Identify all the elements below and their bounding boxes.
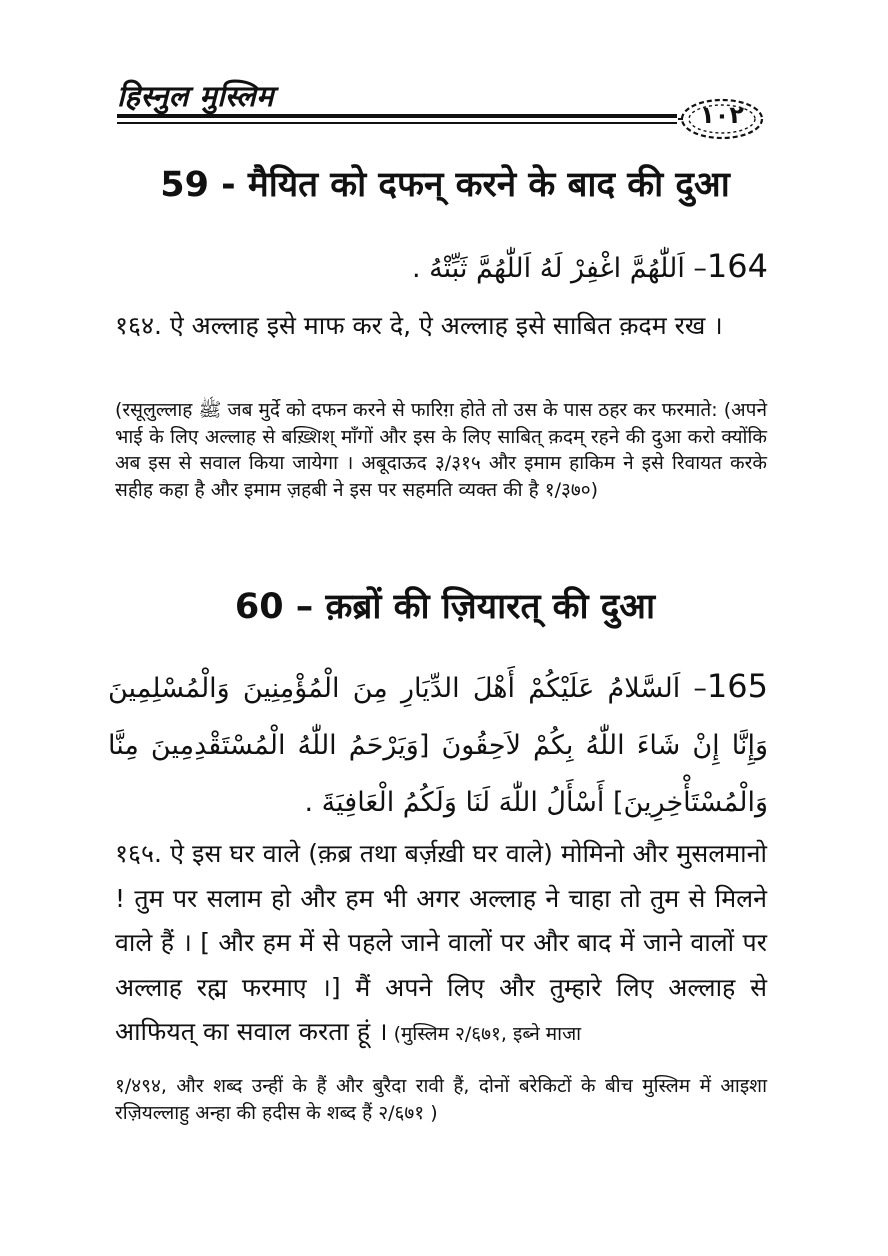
dua-164-arabic xyxy=(108,242,768,293)
page-number-badge xyxy=(678,95,766,143)
book-title: हिस्नुल मुस्लिम xyxy=(117,79,274,113)
header-rule-thin xyxy=(117,122,677,124)
dua-165-translation xyxy=(115,832,767,1057)
page-number: ١٠٢ xyxy=(700,101,744,129)
dua-165-note: १/४९४, और शब्द उन्हीं के हैं और बुरैदा रावी हैं, दोनों बरेकिटों के बीच मुस्लिम में आइशा रज़ियल्लाहु अन्हा की हदीस के शब्द हैं २/६७१ ) xyxy=(115,1075,767,1124)
dua-164-translation: १६४. ऐ अल्लाह इसे माफ कर दे, ऐ अल्लाह इसे साबित क़दम रख । xyxy=(115,311,723,340)
dua-text: – اَللّٰهُمَّ اغْفِرْ لَهُ اَللّٰهُمَّ ثَبِّتْهُ . xyxy=(412,253,707,284)
dua-165-arabic xyxy=(108,658,768,831)
section-heading-60: 60 – क़ब्रों की ज़ियारत् की दुआ xyxy=(234,587,656,627)
dua-number: 165 xyxy=(706,667,768,705)
translation-text: १६५. ऐ इस घर वाले (क़ब्र तथा बर्ज़ख़ी घर वाले) मोमिनो और मुसलमानो ! तुम पर सलाम हो और हम भी अगर अल्लाह ने चाहा तो तुम से मिलने वाले हैं । [ और हम में से पहले जाने वालों पर और बाद में जाने वालों पर अल्लाह रह्म फरमाए ।] मैं अपने लिए और तुम्हारे लिए अल्लाह से आफियत् का सवाल करता हूं । xyxy=(115,839,767,1047)
section-heading-59: 59 - मैयित को दफन् करने के बाद की दुआ xyxy=(160,165,730,205)
dua-164-note: (रसूलुल्लाह ﷺ जब मुर्दे को दफन करने से फारिग़ होते तो उस के पास ठहर कर फरमाते: (अपने भाई के लिए अल्लाह से बख़्शिश् माँगों और इस के लिए साबित् क़दम् रहने की दुआ करो क्योंकि अब इस से सवाल किया जायेगा । अबूदाऊद ३/३१५ और इमाम हाकिम ने इसे रिवायत करके सहीह कहा है और इमाम ज़हबी ने इस पर सहमति व्यक्त की है १/३७०) xyxy=(115,399,767,501)
reference-inline: (मुस्लिम २/६७१, इब्ने माजा xyxy=(387,1023,582,1046)
dua-text: – اَلسَّلامُ عَلَيْكُمْ أَهْلَ الدِّيَارِ مِنَ الْمُؤْمِنِينَ وَالْمُسْلِمِينَ وَإِنَّا إِنْ شَاءَ اللّٰهُ بِكُمْ لاَحِقُونَ [وَيَرْحَمُ اللّٰهُ الْمُسْتَقْدِمِينَ مِنَّا وَالْمُسْتَأْخِرِينَ] أَسْأَلُ اللّٰهَ لَنَا وَلَكُمُ الْعَافِيَةَ . xyxy=(108,673,768,818)
dua-number: 164 xyxy=(706,247,768,285)
header-rule-thick xyxy=(117,114,677,118)
